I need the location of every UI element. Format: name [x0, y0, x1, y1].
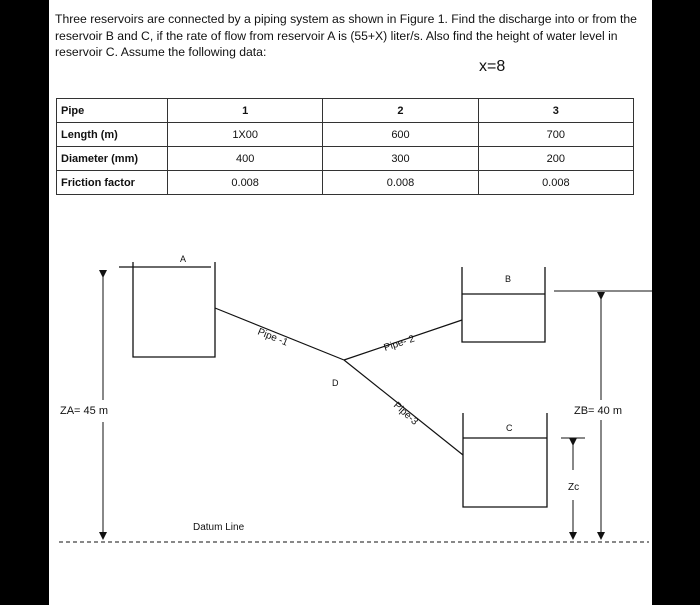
zc-label: Zc — [568, 482, 580, 493]
reservoir-c — [463, 413, 547, 507]
reservoir-a — [119, 262, 215, 357]
table-cell: 1 — [168, 99, 323, 123]
table-cell: 0.008 — [478, 171, 633, 195]
table-cell: 1X00 — [168, 123, 323, 147]
zb-label: ZB= 40 m — [574, 405, 622, 417]
table-cell: 300 — [323, 147, 478, 171]
table-cell: Length (m) — [57, 123, 168, 147]
pipe-3-label: Pipe-3 — [390, 400, 420, 428]
table-cell: Diameter (mm) — [57, 147, 168, 171]
table-cell: 200 — [478, 147, 633, 171]
table-cell: 0.008 — [323, 171, 478, 195]
table-cell: 700 — [478, 123, 633, 147]
table-cell: Friction factor — [57, 171, 168, 195]
page — [49, 0, 652, 605]
x-value: x=8 — [479, 58, 506, 75]
table-cell: 2 — [323, 99, 478, 123]
reservoir-b-label: B — [505, 274, 512, 284]
za-label: ZA= 45 m — [60, 405, 108, 417]
pipe-2-label: Pipe- 2 — [382, 333, 417, 354]
table-cell: Pipe — [57, 99, 168, 123]
reservoir-c-label: C — [506, 423, 513, 433]
reservoir-a-label: A — [180, 254, 187, 264]
problem-statement: Three reservoirs are connected by a piping system as shown in Figure 1. Find the discharge into or from the reservoir B and C, if the rate of flow from reservoir A is (55+X) liter/s. Also find the height of water level in reservoir C. Assume the following data: — [55, 12, 637, 59]
table-cell: 400 — [168, 147, 323, 171]
table-cell: 3 — [478, 99, 633, 123]
reservoir-b — [462, 267, 545, 342]
reservoir-figure — [49, 0, 652, 605]
datum-label: Datum Line — [193, 522, 245, 533]
pipe-1-label: Pipe -1 — [255, 326, 290, 349]
junction-d-label: D — [332, 378, 339, 388]
table-cell: 0.008 — [168, 171, 323, 195]
table-cell: 600 — [323, 123, 478, 147]
